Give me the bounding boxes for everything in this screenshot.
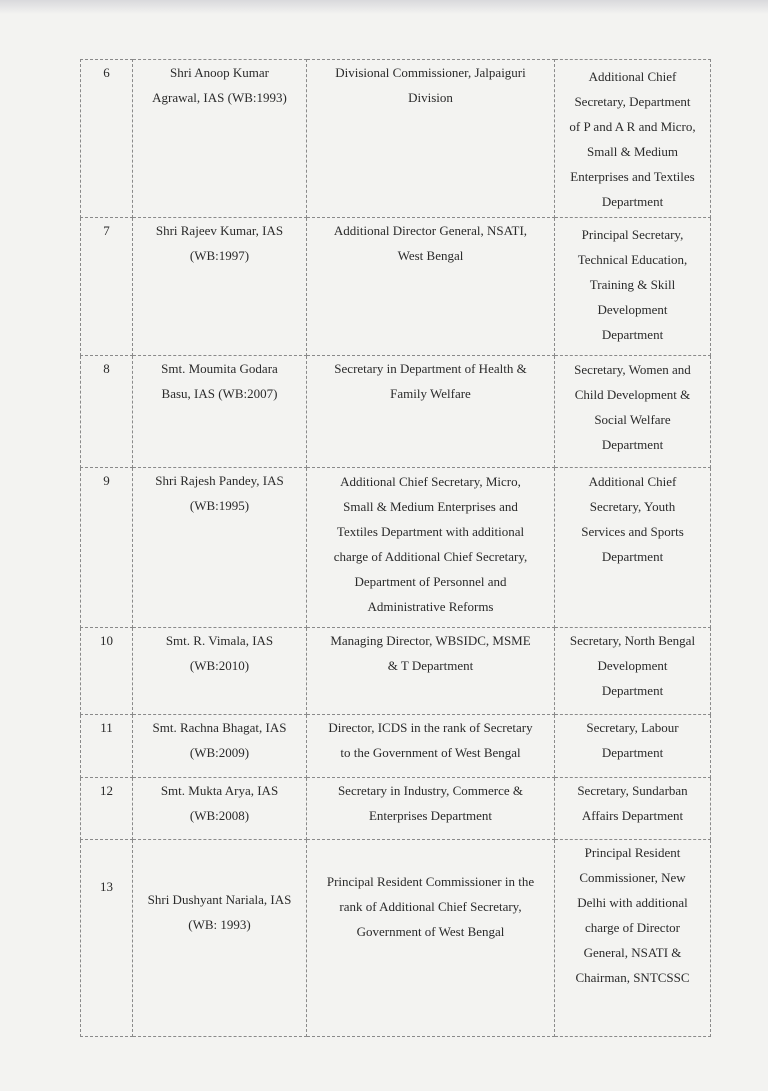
- present-posting: Director, ICDS in the rank of Secretary to the Government of West Bengal: [307, 715, 555, 778]
- serial-number: 7: [81, 218, 133, 356]
- officer-name: Shri Rajesh Pandey, IAS (WB:1995): [133, 468, 307, 628]
- serial-number: 12: [81, 778, 133, 840]
- posting-table: [80, 59, 711, 1037]
- present-posting: Additional Director General, NSATI, West Bengal: [307, 218, 555, 356]
- serial-number: 6: [81, 60, 133, 218]
- serial-number: 13: [81, 840, 133, 1037]
- serial-number: 8: [81, 356, 133, 468]
- table-row: [81, 778, 711, 840]
- scan-top-shadow: [0, 0, 768, 14]
- new-posting: Additional Chief Secretary, Youth Services and Sports Department: [555, 468, 711, 628]
- present-posting: Secretary in Department of Health & Family Welfare: [307, 356, 555, 468]
- present-posting: Principal Resident Commissioner in the rank of Additional Chief Secretary, Government of West Bengal: [307, 840, 555, 1037]
- officer-name: Shri Anoop Kumar Agrawal, IAS (WB:1993): [133, 60, 307, 218]
- new-posting: Secretary, Labour Department: [555, 715, 711, 778]
- serial-number: 11: [81, 715, 133, 778]
- present-posting: Divisional Commissioner, Jalpaiguri Division: [307, 60, 555, 218]
- new-posting: Secretary, Sundarban Affairs Department: [555, 778, 711, 840]
- serial-number: 9: [81, 468, 133, 628]
- table-row: [81, 715, 711, 778]
- table-row: [81, 218, 711, 356]
- present-posting: Secretary in Industry, Commerce & Enterprises Department: [307, 778, 555, 840]
- table-row: [81, 60, 711, 218]
- present-posting: Additional Chief Secretary, Micro, Small & Medium Enterprises and Textiles Department with additional charge of Additional Chief Secretary, Department of Personnel and Administrative Reforms: [307, 468, 555, 628]
- table-row: [81, 840, 711, 1037]
- table-row: [81, 468, 711, 628]
- serial-number: 10: [81, 628, 133, 715]
- officer-name: Smt. Mukta Arya, IAS (WB:2008): [133, 778, 307, 840]
- officer-name: Smt. R. Vimala, IAS (WB:2010): [133, 628, 307, 715]
- new-posting: Additional Chief Secretary, Department of P and A R and Micro, Small & Medium Enterprises and Textiles Department: [555, 60, 711, 218]
- new-posting: Secretary, Women and Child Development & Social Welfare Department: [555, 356, 711, 468]
- officer-name: Shri Rajeev Kumar, IAS (WB:1997): [133, 218, 307, 356]
- new-posting: Principal Resident Commissioner, New Delhi with additional charge of Director General, NSATI & Chairman, SNTCSSC: [555, 840, 711, 1037]
- table-row: [81, 628, 711, 715]
- table-row: [81, 356, 711, 468]
- officer-name: Shri Dushyant Nariala, IAS (WB: 1993): [133, 840, 307, 1037]
- officer-name: Smt. Moumita Godara Basu, IAS (WB:2007): [133, 356, 307, 468]
- present-posting: Managing Director, WBSIDC, MSME & T Department: [307, 628, 555, 715]
- new-posting: Secretary, North Bengal Development Department: [555, 628, 711, 715]
- new-posting: Principal Secretary, Technical Education, Training & Skill Development Department: [555, 218, 711, 356]
- officer-name: Smt. Rachna Bhagat, IAS (WB:2009): [133, 715, 307, 778]
